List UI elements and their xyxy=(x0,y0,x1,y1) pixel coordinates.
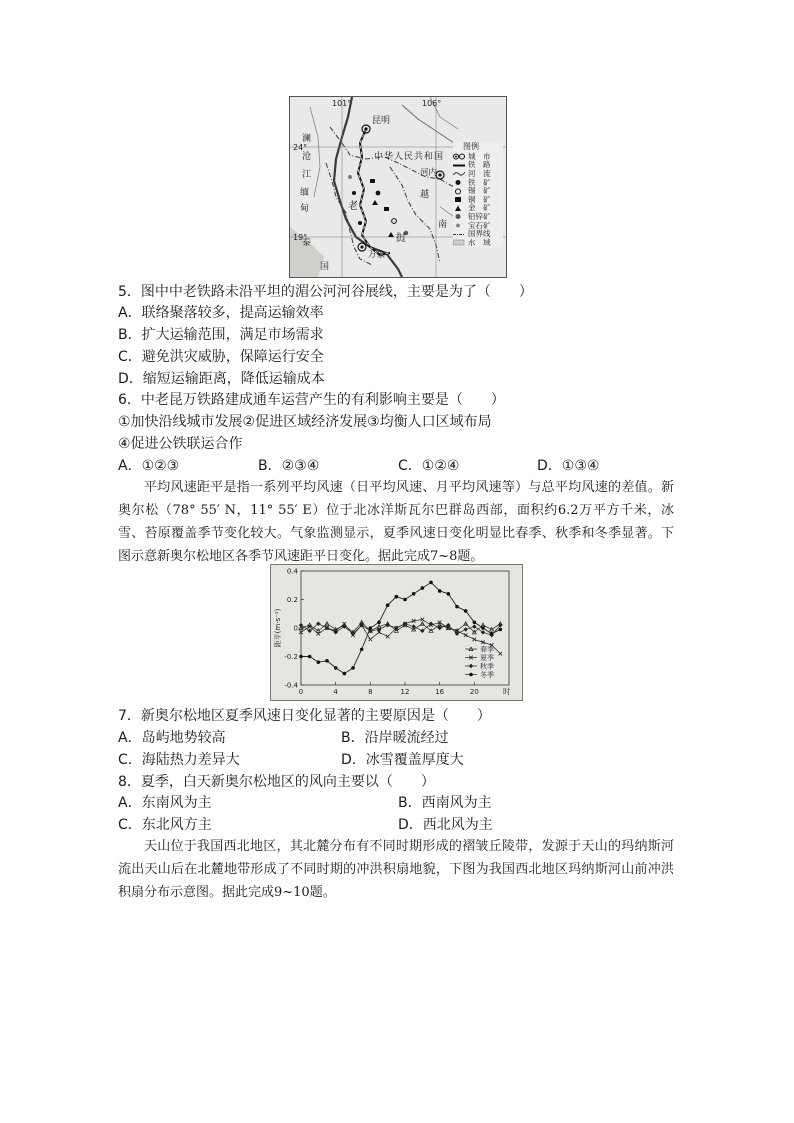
question-8-option-b[interactable]: B．西南风为主 xyxy=(398,795,492,811)
x-tick-label: 0 xyxy=(298,688,304,696)
data-point xyxy=(369,638,373,642)
legend-label: 秋季 xyxy=(480,662,494,671)
data-point xyxy=(473,621,477,625)
water-area-icon xyxy=(453,239,465,245)
vientiane-label: 万象 xyxy=(368,250,386,260)
x-axis-unit: 时 xyxy=(503,687,511,696)
question-5-option-d[interactable]: D．缩短运输距离，降低运输成本 xyxy=(118,371,325,387)
lead-zinc-mine-icon xyxy=(453,213,465,219)
data-point xyxy=(481,640,485,644)
data-point xyxy=(447,592,451,596)
gold-mine-symbol xyxy=(388,232,394,237)
data-point xyxy=(385,623,389,627)
passage-tianshan-text: 天山位于我国西北地区，其北麓分布有不同时期形成的褶皱丘陵带，发源于天山的玛纳斯河流出天山后在北麓地带形成了不同时期的冲洪积扇地貌，下图为我国西北地区玛纳斯河山前冲洪积扇分布示意图。据此完成9~10题。 xyxy=(118,839,674,900)
data-point xyxy=(464,633,468,637)
laos-label-1: 老 xyxy=(348,201,358,212)
data-point xyxy=(412,592,416,596)
city-icon xyxy=(453,153,465,159)
x-tick-label: 16 xyxy=(435,688,445,696)
legend-label: 铁 矿 xyxy=(468,177,491,187)
map-legend xyxy=(453,141,503,247)
lancang-label-2: 沧 xyxy=(302,152,312,162)
vientiane-city-dot xyxy=(360,245,363,248)
question-5-option-b[interactable]: B．扩大运输范围，满足市场需求 xyxy=(118,327,324,343)
question-7-option-b[interactable]: B．沿岸暖流经过 xyxy=(341,730,449,746)
data-point xyxy=(499,628,503,632)
data-point xyxy=(455,605,459,609)
data-point xyxy=(386,635,390,639)
lon-label-106: 106° xyxy=(422,99,442,108)
y-tick-label: 0 xyxy=(293,624,298,633)
map-figure xyxy=(289,96,507,278)
data-point xyxy=(308,655,312,659)
plot-frame xyxy=(301,571,509,685)
data-point xyxy=(469,664,473,668)
data-point xyxy=(351,666,355,670)
city-dot xyxy=(352,191,356,195)
data-point xyxy=(469,673,473,677)
lat-label-24: 24° xyxy=(293,143,308,152)
gold-mine-icon xyxy=(453,205,465,211)
legend-label: 铅锌矿 xyxy=(468,211,491,221)
data-point xyxy=(499,652,503,656)
lon-label-101: 101° xyxy=(332,99,352,108)
vietnam-label-2: 南 xyxy=(438,220,448,230)
x-tick-label: 4 xyxy=(333,688,338,696)
vietnam-label-1: 越 xyxy=(420,190,430,200)
data-point xyxy=(343,672,347,676)
data-point xyxy=(464,609,468,613)
legend-label: 夏季 xyxy=(480,654,494,662)
lancang-label-1: 澜 xyxy=(302,134,312,144)
gem-mine-icon xyxy=(453,222,465,228)
question-6-option-d[interactable]: D．①③④ xyxy=(537,458,600,474)
data-point xyxy=(369,626,373,630)
myanmar-label-1: 缅 xyxy=(300,188,310,198)
lat-label-19: 19° xyxy=(293,233,308,242)
hanoi-label: 河内 xyxy=(420,168,438,178)
y-tick-label: -0.4 xyxy=(284,681,298,690)
legend-label: 河 流 xyxy=(468,168,491,178)
hanoi-city-dot xyxy=(438,173,441,176)
passage-tianshan xyxy=(118,835,674,904)
y-tick-label: 0.2 xyxy=(286,596,298,604)
y-tick-label: -0.2 xyxy=(284,653,298,661)
question-8-option-d[interactable]: D．西北风为主 xyxy=(398,817,493,833)
question-7-option-d[interactable]: D．冰雪覆盖厚度大 xyxy=(341,752,464,768)
copper-mine-icon xyxy=(453,196,465,202)
question-7-option-a[interactable]: A．岛屿地势较高 xyxy=(118,730,226,746)
river-branch-2 xyxy=(310,107,320,197)
y-axis-label: 距平(m·s⁻¹) xyxy=(274,608,282,648)
question-7-option-c[interactable]: C．海陆热力差异大 xyxy=(118,752,240,768)
data-point xyxy=(481,626,485,630)
myanmar-label-2: 甸 xyxy=(300,204,310,214)
border-line-east xyxy=(390,167,440,263)
data-point xyxy=(429,581,433,585)
x-tick-label: 8 xyxy=(368,688,373,696)
legend-label: 铜 矿 xyxy=(468,194,491,204)
iron-mine-icon xyxy=(453,179,465,185)
legend-label: 金 矿 xyxy=(468,203,491,213)
gem-mine-symbol xyxy=(348,175,352,179)
china-label: 中华人民共和国 xyxy=(374,152,445,162)
data-point xyxy=(403,598,407,602)
x-tick-label: 20 xyxy=(469,688,479,696)
legend-label: 国界线 xyxy=(468,229,491,239)
legend-label: 城 市 xyxy=(468,151,491,161)
legend-row-water xyxy=(453,238,503,247)
lancang-label-3: 江 xyxy=(302,170,312,180)
data-point xyxy=(386,603,390,607)
wind-anomaly-chart xyxy=(270,564,523,701)
data-point xyxy=(377,621,381,625)
passage-wind-speed-text: 平均风速距平是指一系列平均风速（日平均风速、月平均风速等）与总平均风速的差值。新奥尔松（78° 55′ N，11° 55′ E）位于北冰洋斯瓦尔巴群岛西部，面积约6.2万平方千米，冰雪、苔原覆盖季节变化较大。气象监测显示，夏季风速日变化明显比春季、秋季和冬季显著。下图示意新奥尔松地区各季节风速距平日变化。据此完成7~8题。 xyxy=(118,480,674,564)
legend-label: 锡 矿 xyxy=(468,186,491,196)
legend-label: 春季 xyxy=(480,645,494,654)
question-5-stem: 5．图中中老铁路未沿平坦的湄公河河谷展线，主要是为了（ ） xyxy=(118,284,533,300)
question-6-statements-line-1: ①加快沿线城市发展②促进区域经济发展③均衡人口区域布局 xyxy=(118,414,492,430)
copper-mine-symbol xyxy=(370,179,375,183)
question-8-stem: 8．夏季，白天新奥尔松地区的风向主要以（ ） xyxy=(118,774,435,790)
kunming-label: 昆明 xyxy=(372,116,391,126)
legend-label: 铁 路 xyxy=(468,160,491,170)
railway-icon xyxy=(453,162,465,168)
question-7-stem: 7．新奥尔松地区夏季风速日变化显著的主要原因是（ ） xyxy=(118,708,491,724)
question-5-option-c[interactable]: C．避免洪灾威胁，保障运行安全 xyxy=(118,349,324,365)
laos-label-2: 挝 xyxy=(396,233,406,244)
data-point xyxy=(490,632,494,636)
question-5-option-a[interactable]: A．联络聚落较多，提高运输效率 xyxy=(118,305,324,321)
data-point xyxy=(299,655,303,659)
thailand-label-1: 泰 xyxy=(302,238,312,248)
tin-mine-symbol xyxy=(392,219,397,224)
data-point xyxy=(317,660,321,664)
question-6-stem: 6．中老昆万铁路建成通车运营产生的有利影响主要是（ ） xyxy=(118,392,505,408)
data-point xyxy=(395,595,399,599)
question-6-option-c[interactable]: C．①②④ xyxy=(398,458,460,474)
copper-mine-symbol xyxy=(384,207,389,211)
data-point xyxy=(325,659,329,663)
data-point xyxy=(299,623,303,627)
question-6-statements-line-2: ④促进公铁联运合作 xyxy=(118,436,243,452)
series-lines xyxy=(299,581,503,676)
data-point xyxy=(463,627,467,631)
data-point xyxy=(472,624,476,628)
border-line-icon xyxy=(453,231,465,237)
tin-mine-icon xyxy=(453,188,465,194)
wind-anomaly-chart-svg xyxy=(271,565,522,700)
data-point xyxy=(360,648,364,652)
railway-line xyxy=(358,129,390,255)
legend-label: 冬季 xyxy=(480,671,494,679)
legend-label: 宝石矿 xyxy=(468,220,491,230)
river-icon xyxy=(453,170,465,176)
gold-mine-symbol xyxy=(372,200,378,205)
data-point xyxy=(473,638,477,642)
chart-legend xyxy=(465,645,494,680)
thailand-label-2: 国 xyxy=(320,262,330,272)
x-axis xyxy=(299,682,479,696)
y-tick-label: 0.4 xyxy=(286,567,298,576)
passage-wind-speed xyxy=(118,476,674,568)
data-point xyxy=(481,630,485,634)
series-line xyxy=(301,622,500,632)
legend-label: 水 域 xyxy=(468,237,491,247)
iron-mine-symbol xyxy=(376,191,381,196)
data-point xyxy=(421,586,425,590)
question-6-option-a[interactable]: A．①②③ xyxy=(118,458,180,474)
city-dot xyxy=(358,221,362,225)
kunming-city-dot xyxy=(364,127,367,130)
question-8-option-c[interactable]: C．东北风方主 xyxy=(118,817,212,833)
data-point xyxy=(438,589,442,593)
question-6-option-b[interactable]: B．②③④ xyxy=(258,458,320,474)
data-point xyxy=(334,666,338,670)
legend-title: 图例 xyxy=(463,142,479,151)
x-tick-label: 12 xyxy=(400,688,410,696)
question-8-option-a[interactable]: A．东南风为主 xyxy=(118,795,212,811)
